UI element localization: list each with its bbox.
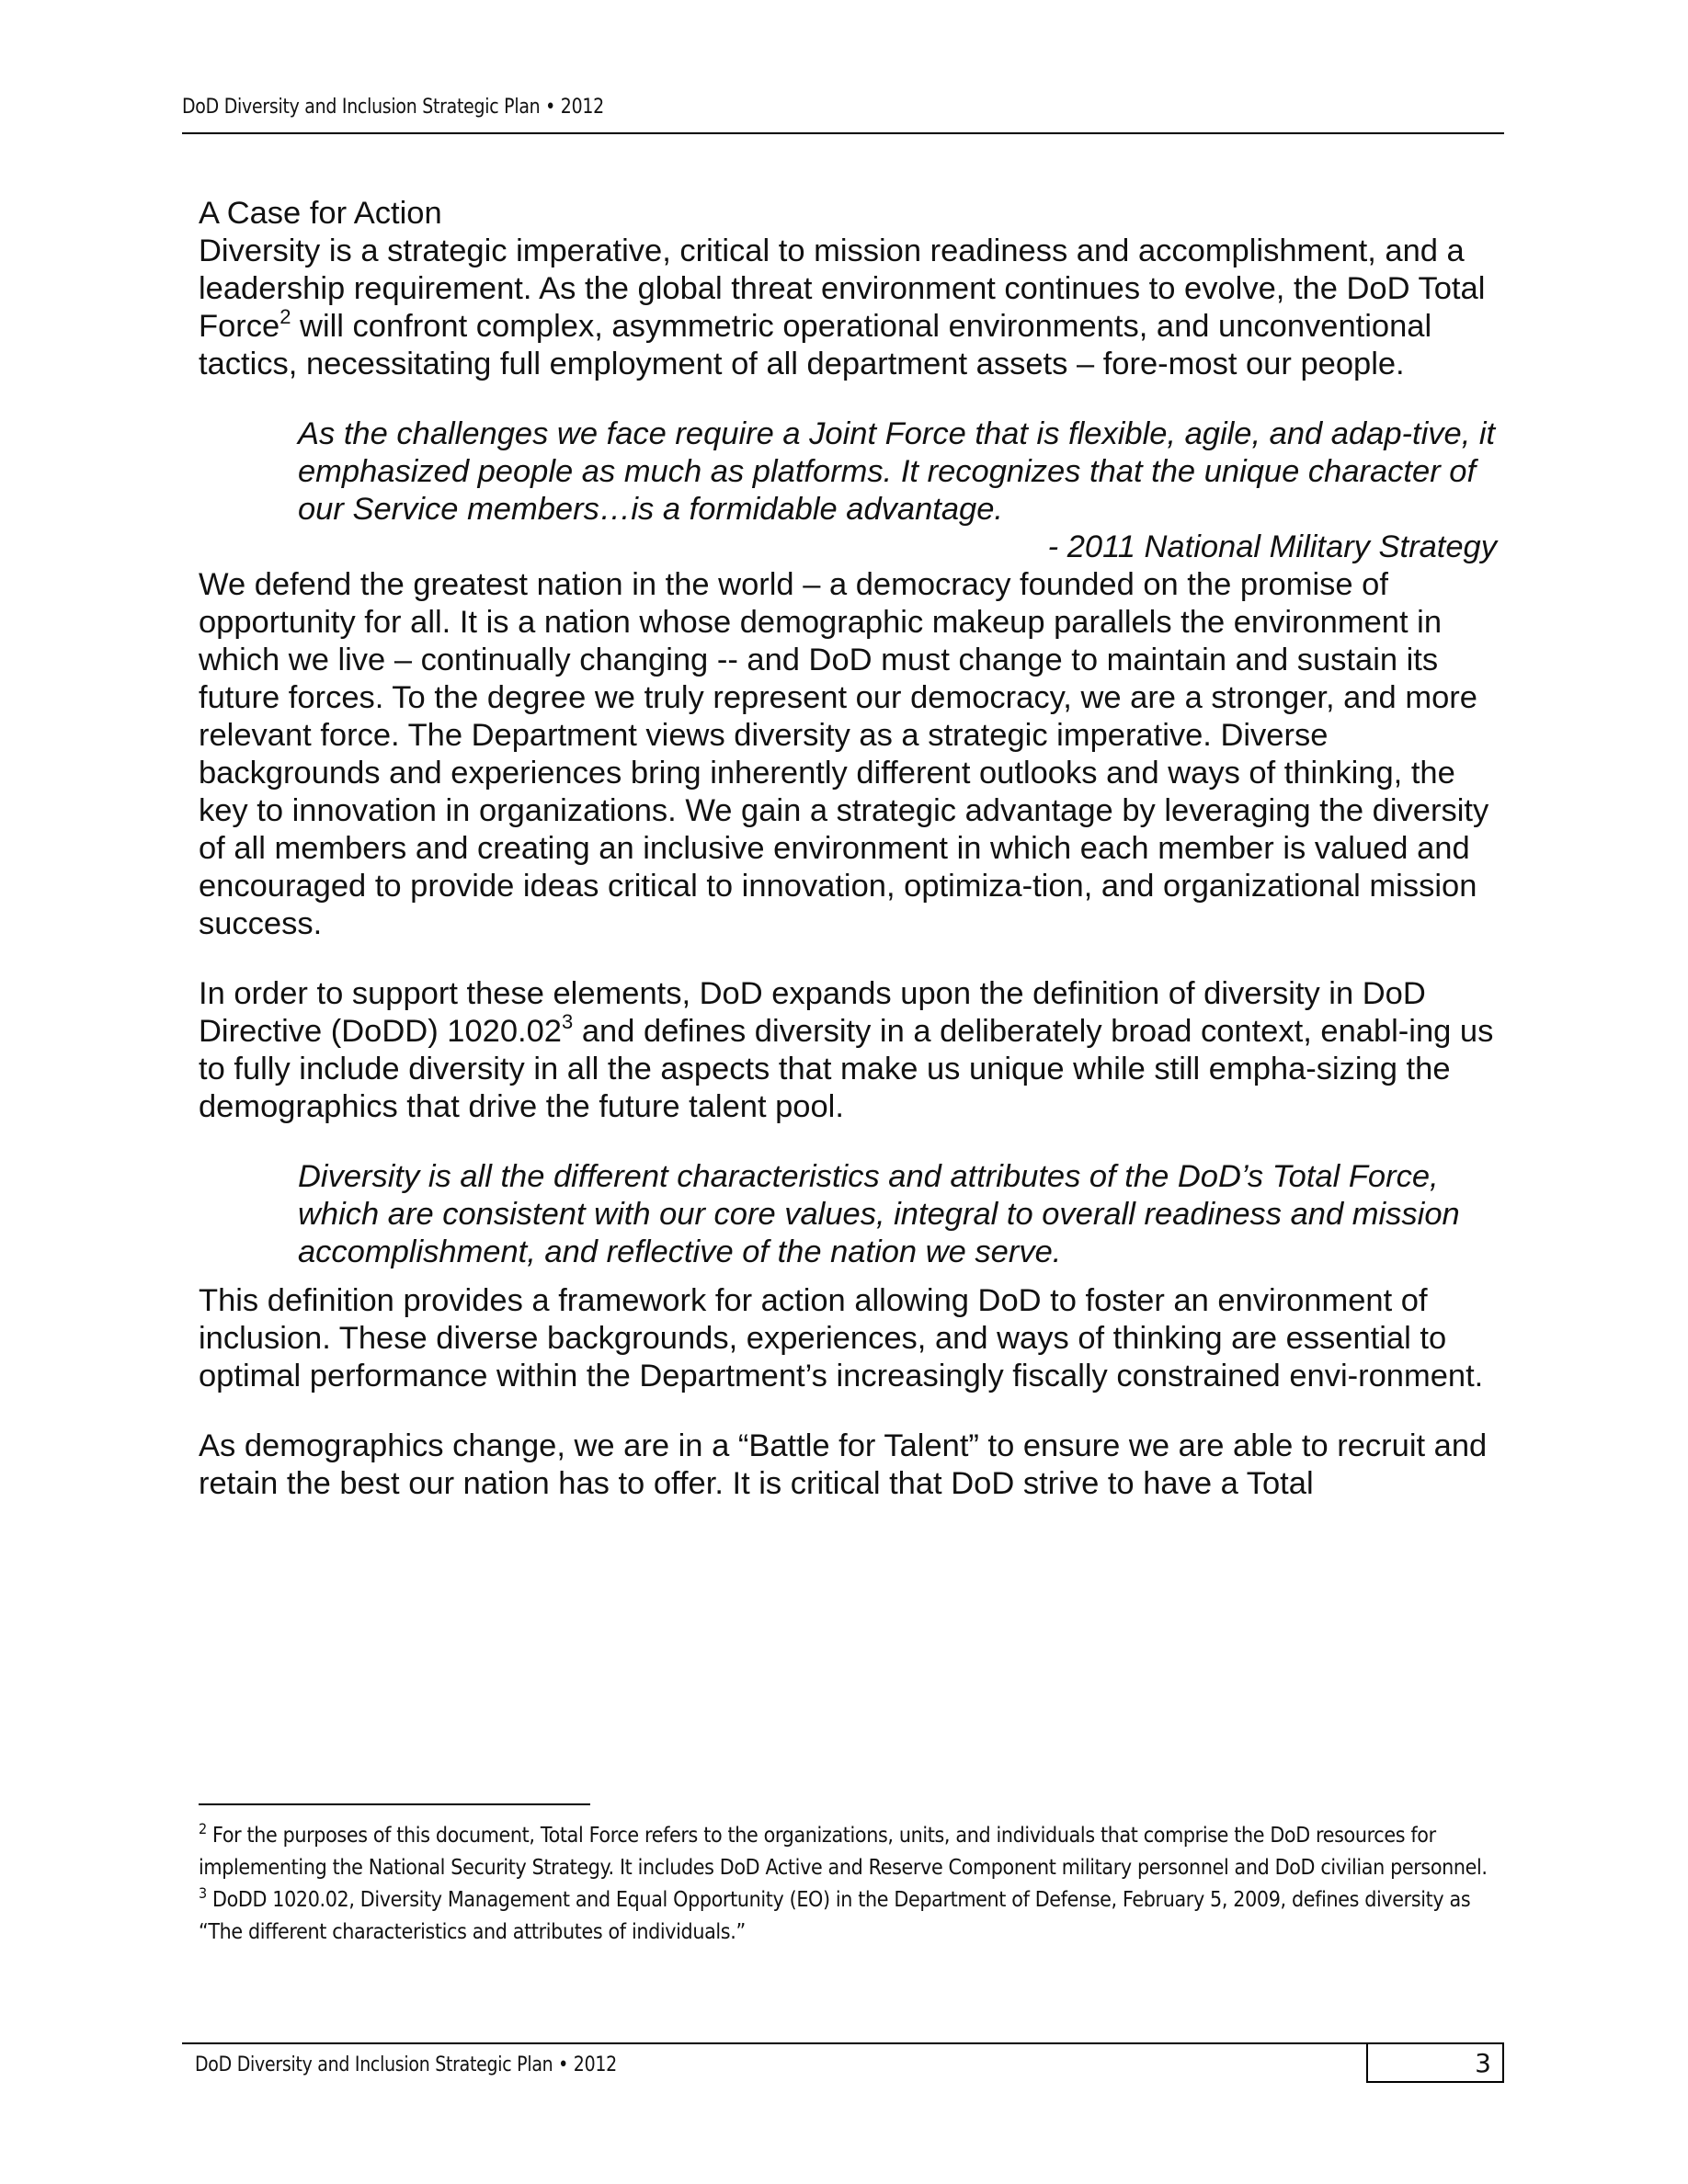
footnotes [199, 1820, 1513, 1949]
paragraph-1-text-a: Diversity is a strategic imperative, critical to mission readiness and accomplishment, and a leadership requirement. As the global threat environment continues to evolve, the DoD Total Force [199, 233, 1486, 344]
footer-running-title: DoD Diversity and Inclusion Strategic Plan • 2012 [195, 2053, 617, 2076]
paragraph-1-text-b: will confront complex, asymmetric operational environments, and unconventional tactics, necessitating full employment of all department assets – fore-most our people. [199, 309, 1432, 381]
footnote-separator [199, 1803, 590, 1805]
paragraph-5: As demographics change, we are in a “Battle for Talent” to ensure we are able to recruit and retain the best our nation has to offer. It is critical that DoD strive to have a Total [199, 1428, 1488, 1501]
paragraph-1 [199, 233, 1497, 383]
page-number-box [1366, 2044, 1504, 2083]
footnote-ref-3[interactable]: 3 [561, 1010, 574, 1033]
paragraph-4: This definition provides a framework for action allowing DoD to foster an environment of inclusion. These diverse backgrounds, experiences, and ways of thinking are essential to optimal performance within the Department’s increasingly fiscally constrained envi-ronment. [199, 1283, 1484, 1393]
page-number: 3 [1475, 2048, 1491, 2078]
footnote-ref-2[interactable]: 2 [279, 305, 291, 328]
block-quote-diversity-definition [298, 1158, 1497, 1271]
footnote-text: DoDD 1020.02, Diversity Management and Equal Opportunity (EO) in the Department of Defense, February 5, 2009, defines diversity as “The different characteristics and attributes of individuals.” [199, 1888, 1471, 1944]
header-running-title: DoD Diversity and Inclusion Strategic Plan • 2012 [182, 96, 604, 119]
paragraph-2: We defend the greatest nation in the world – a democracy founded on the promise of opportunity for all. It is a nation whose demographic makeup parallels the environment in which we live – continually changing -- and DoD must change to maintain and sustain its future forces. To the degree we truly represent our democracy, we are a stronger, and more relevant force. The Department views diversity as a strategic imperative. Diverse backgrounds and experiences bring inherently different outlooks and ways of thinking, the key to innovation in organizations. We gain a strategic advantage by leveraging the diversity of all members and creating an inclusive environment in which each member is valued and encouraged to provide ideas critical to innovation, optimiza-tion, and organizational mission success. [199, 567, 1489, 941]
block-quote-national-military-strategy [298, 415, 1497, 566]
footnote-text: For the purposes of this document, Total Force refers to the organizations, units, and individuals that comprise the DoD resources for implementing the National Security Strategy. It includes DoD Active and Reserve Component military personnel and DoD civilian personnel. [199, 1824, 1488, 1880]
paragraph-3-text-b: and defines diversity in a deliberately broad context, enabl-ing us to fully include diversity in all the aspects that make us unique while still empha-sizing the demographics that drive the future talent pool. [199, 1014, 1494, 1124]
footnote-3 [199, 1884, 1514, 1949]
footnote-2 [199, 1820, 1514, 1884]
page-header [182, 96, 1504, 134]
quote-1-text: As the challenges we face require a Joint Force that is flexible, agile, and adap-tive, it emphasized people as much as platforms. It recognizes that the unique character of our Service members…is a formidable advantage. [298, 416, 1496, 527]
footnote-marker: 3 [199, 1884, 207, 1902]
footnote-marker: 2 [199, 1820, 207, 1837]
paragraph-3-text-a: In order to support these elements, DoD expands upon the definition of diversity in DoD Directive (DoDD) 1020.02 [199, 976, 1426, 1049]
main-content [199, 195, 1497, 1503]
paragraph-3 [199, 975, 1497, 1126]
quote-1-attribution: - 2011 National Military Strategy [1047, 529, 1497, 564]
section-heading: A Case for Action [199, 196, 442, 231]
quote-2-text: Diversity is all the different characteristics and attributes of the DoD’s Total Force, which are consistent with our core values, integral to overall readiness and mission accomplishment, and reflective of the nation we serve. [298, 1159, 1460, 1269]
page-footer [182, 2042, 1504, 2087]
